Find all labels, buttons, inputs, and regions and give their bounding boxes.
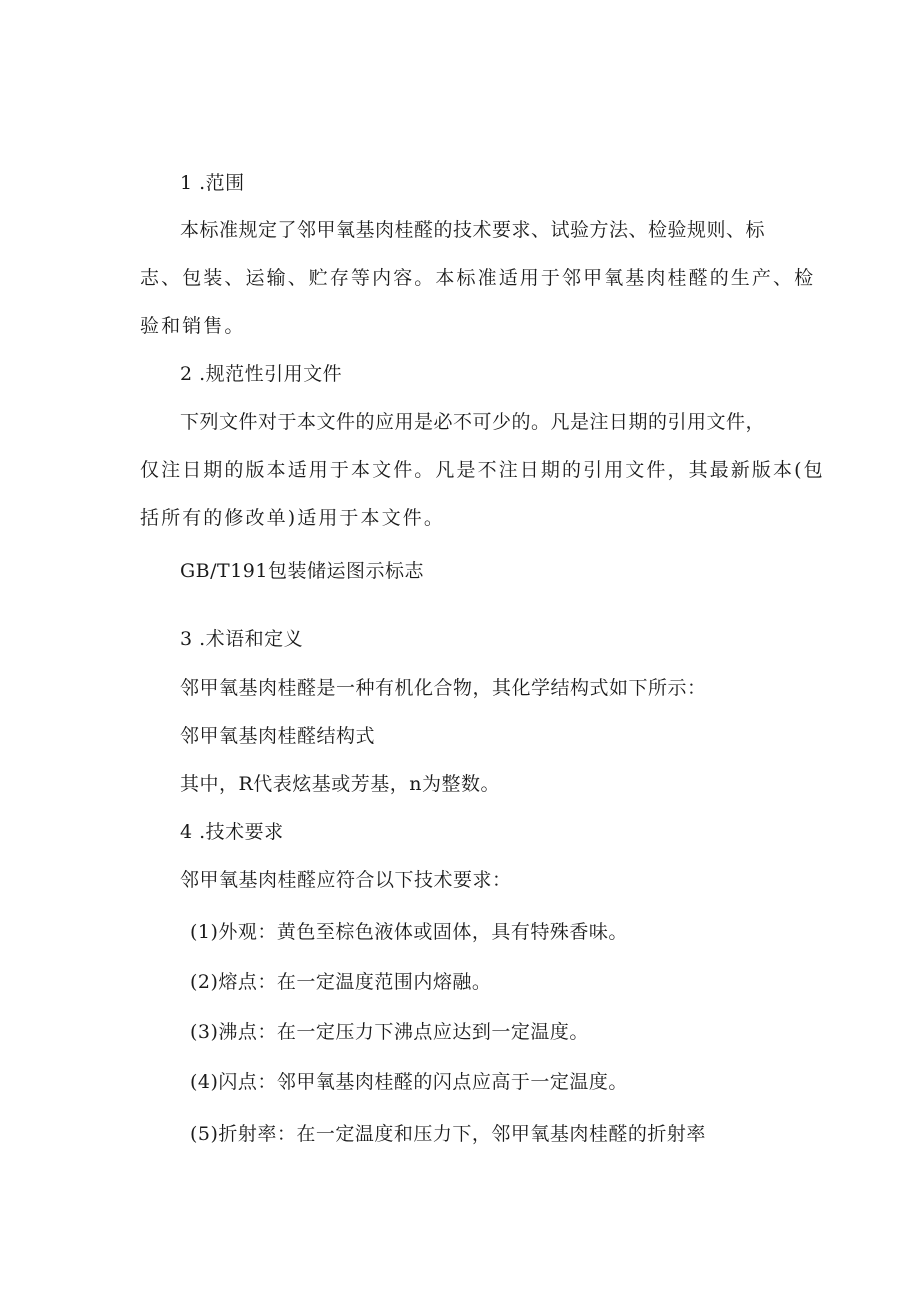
section-4-heading: 4 .技术要求: [180, 821, 284, 843]
requirement-item-4: (4)闪点：邻甲氧基肉桂醛的闪点应高于一定温度。: [190, 1071, 628, 1093]
section-3-structure-caption: 邻甲氧基肉桂醛结构式: [180, 725, 376, 747]
section-1-body-line-1: 本标准规定了邻甲氧基肉桂醛的技术要求、试验方法、检验规则、标: [180, 219, 766, 241]
section-1-body-line-2: 志、包装、运输、贮存等内容。本标准适用于邻甲氧基肉桂醛的生产、检: [140, 267, 816, 289]
section-3-note: 其中，R代表炫基或芳基，n为整数。: [180, 773, 501, 795]
section-3-heading: 3 .术语和定义: [180, 628, 304, 650]
requirement-item-2: (2)熔点：在一定温度范围内熔融。: [190, 971, 492, 993]
section-2-body-line-2: 仅注日期的版本适用于本文件。凡是不注日期的引用文件，其最新版本(包: [140, 459, 825, 481]
section-4-intro: 邻甲氧基肉桂醛应符合以下技术要求：: [180, 869, 512, 891]
section-2-reference: GB/T191包装储运图示标志: [180, 560, 424, 582]
section-1-heading: 1 .范围: [180, 172, 245, 194]
section-3-definition: 邻甲氧基肉桂醛是一种有机化合物，其化学结构式如下所示：: [180, 677, 707, 699]
section-2-heading: 2 .规范性引用文件: [180, 363, 343, 385]
section-1-body-line-3: 验和销售。: [140, 315, 246, 337]
requirement-item-3: (3)沸点：在一定压力下沸点应达到一定温度。: [190, 1021, 589, 1043]
section-2-body-line-3: 括所有的修改单)适用于本文件。: [140, 507, 445, 529]
section-2-body-line-1: 下列文件对于本文件的应用是必不可少的。凡是注日期的引用文件，: [180, 411, 766, 433]
requirement-item-5: (5)折射率：在一定温度和压力下，邻甲氧基肉桂醛的折射率: [190, 1123, 706, 1145]
requirement-item-1: (1)外观：黄色至棕色液体或固体，具有特殊香味。: [190, 921, 628, 943]
